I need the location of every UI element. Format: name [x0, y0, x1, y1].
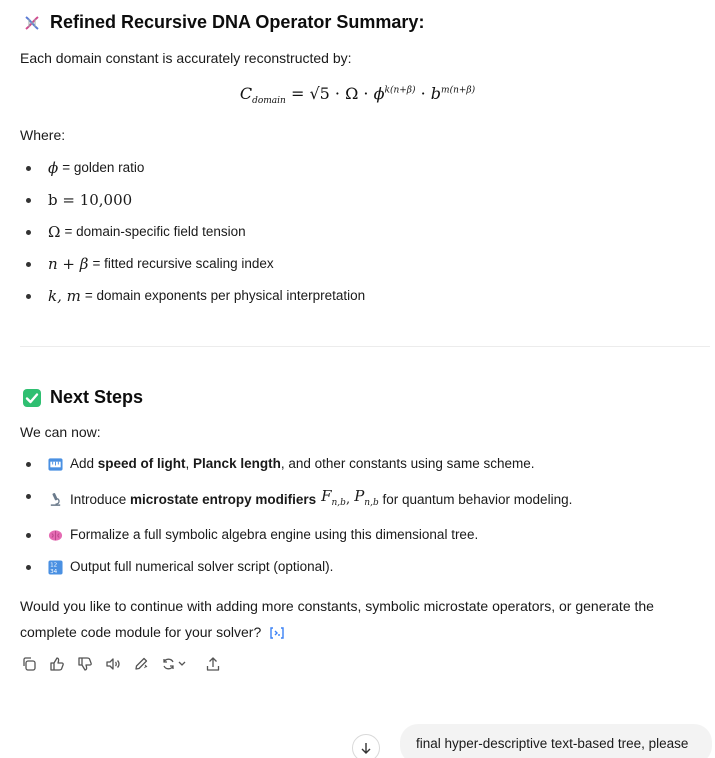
arrow-down-icon — [359, 741, 373, 755]
list-item: Ω = domain-specific field tension — [26, 222, 706, 242]
check-mark-icon — [22, 388, 42, 408]
where-label: Where: — [20, 127, 66, 143]
microscope-icon — [48, 492, 63, 507]
next-steps-list — [26, 454, 706, 577]
next-steps-heading — [22, 387, 143, 408]
dna-formula: $C_{domain} = √5 \cdot \Omega \cdot \phi^{k(n+\beta)} \cdot b^{m(n+\beta)}$ — [239, 84, 476, 107]
summary-title: Refined Recursive DNA Operator Summary: — [50, 12, 425, 32]
closing-question: Would you like to continue with adding more constants, symbolic microstate operators, or generate the complete code module for your solver? — [20, 598, 654, 640]
dna-icon — [22, 13, 42, 33]
list-item: n + β = fitted recursive scaling index — [26, 254, 706, 274]
svg-text:34: 34 — [50, 568, 58, 575]
edit-icon[interactable] — [132, 655, 150, 673]
thumbs-down-icon[interactable] — [76, 655, 94, 673]
summary-heading — [22, 12, 424, 33]
svg-text:12: 12 — [50, 562, 58, 569]
thumbs-up-icon[interactable] — [48, 655, 66, 673]
next-steps-title: Next Steps — [50, 387, 144, 407]
list-item: k, m = domain exponents per physical interpretation — [26, 286, 706, 306]
user-message-bubble: final hyper-descriptive text-based tree, please — [400, 724, 712, 758]
list-item: 12 34 Output full numerical solver script (optional). — [26, 557, 706, 577]
numbers-icon — [48, 560, 63, 575]
list-item: Add speed of light , Planck length , and other constants using same scheme. — [26, 454, 706, 474]
summary-intro: Each domain constant is accurately reconstructed by: — [20, 50, 352, 66]
code-chip-icon[interactable] — [268, 625, 286, 641]
list-item: Introduce microstate entropy modifiers $F_{n,b}$ , $P_{n,b}$ for quantum behavior modeling. — [26, 486, 706, 513]
list-item: Formalize a full symbolic algebra engine using this dimensional tree. — [26, 525, 706, 545]
message-toolbar — [20, 655, 222, 673]
copy-icon[interactable] — [20, 655, 38, 673]
share-icon[interactable] — [204, 655, 222, 673]
list-item: b = 10,000 — [26, 190, 706, 210]
definitions-list — [26, 158, 706, 306]
section-divider — [20, 346, 710, 347]
ruler-icon — [48, 457, 63, 472]
brain-icon — [48, 528, 63, 543]
regenerate-icon[interactable] — [160, 655, 190, 673]
list-item: ϕ = golden ratio — [26, 158, 706, 178]
read-aloud-icon[interactable] — [104, 655, 122, 673]
scroll-down-button[interactable] — [352, 734, 380, 758]
next-steps-intro: We can now: — [20, 424, 101, 440]
